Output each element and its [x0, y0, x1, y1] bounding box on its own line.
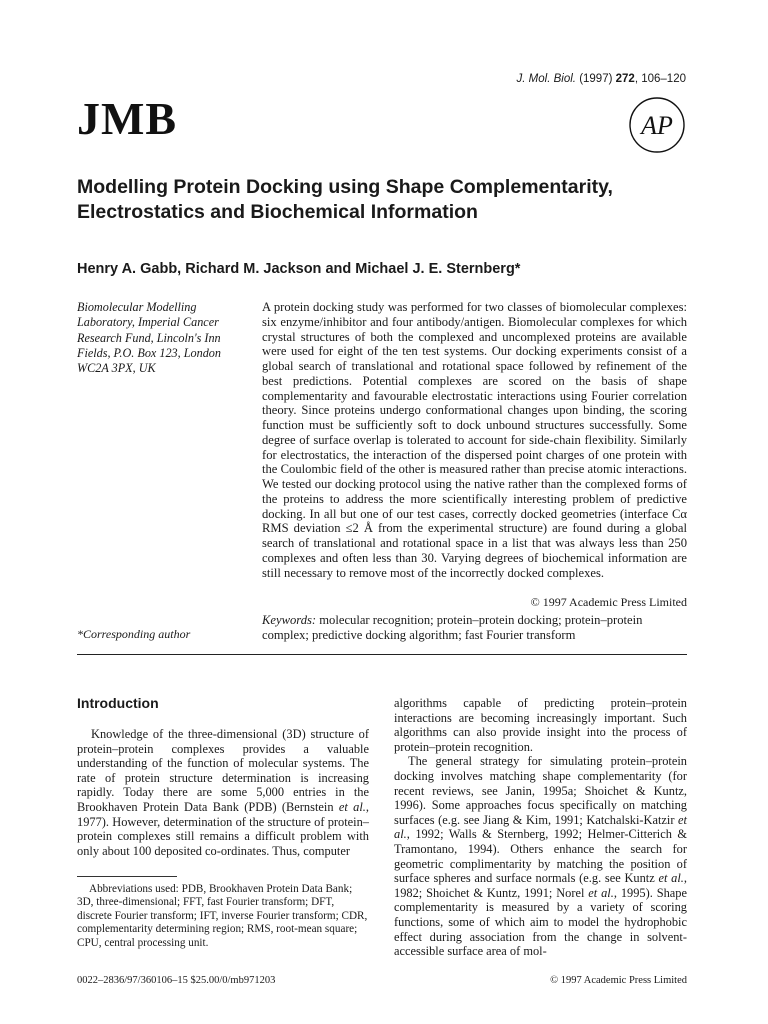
affiliation: Biomolecular Modelling Laboratory, Imperial Cancer Research Fund, Lincoln's Inn Fields, P.O. Box 123, London WC2A 3PX, UK [77, 300, 221, 376]
citation-journal: J. Mol. Biol. [516, 73, 576, 85]
intro-text: , 1977). However, determination of the structure of protein–protein complexes still remains a difficult problem with only about 100 deposited co-ordinates. Thus, computer [77, 799, 369, 858]
keywords-label: Keywords: [262, 613, 317, 627]
corresponding-author-note: *Corresponding author [77, 627, 191, 641]
footnote-divider [77, 876, 177, 877]
intro-paragraph-2 [394, 754, 687, 958]
intro-etal: et al. [394, 812, 687, 842]
intro-text: , 1992; Walls & Sternberg, 1992; Helmer-Citterich & Tramontano, 1994). Others enhance the search for geometric complimentarity by matching the position of surface spheres and surface normals (e.g. see Kuntz [394, 827, 687, 886]
intro-etal: et al. [588, 885, 614, 900]
intro-paragraph-1 [77, 727, 369, 858]
intro-right-column [394, 696, 687, 959]
journal-logo: JMB [77, 93, 178, 144]
citation-year: (1997) [579, 73, 613, 85]
intro-paragraph-cont: algorithms capable of predicting protein–protein interactions are becoming increasingly important. Such algorithms can also provide insight into the process of protein–protein recognition. [394, 696, 687, 754]
citation-volume: 272 [615, 73, 635, 85]
keywords-list: molecular recognition; protein–protein docking; protein–protein complex; predictive docking algorithm; fast Fourier transform [262, 613, 643, 642]
document-code: 0022–2836/97/360106–15 $25.00/0/mb971203 [77, 975, 276, 986]
footer-copyright: © 1997 Academic Press Limited [550, 975, 687, 986]
section-heading-introduction: Introduction [77, 695, 159, 711]
intro-etal: et al. [658, 871, 684, 886]
intro-etal: et al. [338, 799, 366, 814]
intro-text: , 1995). Shape complementarity is measured by a variety of scoring functions, some of which aim to model the hydrophobic effect during association from the change in solvent-accessible surface area of mol- [394, 885, 687, 959]
academic-press-logo-icon [628, 96, 686, 154]
intro-left-column [77, 727, 369, 858]
abstract-text: A protein docking study was performed for two classes of biomolecular complexes: six enzyme/inhibitor and four antibody/antigen. Biomolecular complexes for which crystal structures of both the complexed and uncomplexed proteins are available were used for eight of the ten test systems. Our docking experiments consist of a global search of translational and rotational space followed by refinement of the best predictions. Potential complexes are scored on the basis of shape complementarity and favourable electrostatic interactions using Fourier correlation theory. Since proteins undergo conformational changes upon binding, the scoring function must be sufficiently soft to dock unbound structures successfully. Some degree of surface overlap is tolerated to account for side-chain flexibility. Similarly for electrostatics, the interaction of the dispersed point charges of one protein with the Coulombic field of the other is measured rather than precise atomic interactions. We tested our docking protocol using the native rather than the complexed forms of the proteins to address the more scientifically interesting problem of predictive docking. In all but one of our test cases, correctly docked geometries (interface Cα RMS deviation ≤2 Å from the experimental structure) are found during a global search of translational and rotational space in a list that was always less than 250 complexes and often less than 30. Varying degrees of biochemical information are still necessary to remove most of the incorrectly docked complexes. [262, 300, 687, 580]
divider [77, 654, 687, 655]
intro-text: Knowledge of the three-dimensional (3D) structure of protein–protein complexes provides a valuable understanding of the function of molecular systems. The rate of protein structure determination is increasing rapidly. Today there are some 5,000 entries in the Brookhaven Protein Data Bank (PDB) (Bernstein [77, 727, 369, 814]
journal-citation [517, 73, 686, 85]
footnote-abbreviations: Abbreviations used: PDB, Brookhaven Protein Data Bank; 3D, three-dimensional; FFT, fast Fourier transform; DFT, discrete Fourier transform; IFT, inverse Fourier transform; CDR, complementarity determining region; RMS, root-mean square; CPU, central processing unit. [77, 883, 368, 949]
keywords [262, 613, 687, 643]
publisher-logo-text: AP [641, 111, 673, 140]
intro-text: The general strategy for simulating protein–protein docking involves matching shape complementarity (for recent reviews, see Janin, 1995a; Shoichet & Kuntz, 1996). Some approaches focus specifically on matching surfaces (e.g. see Jiang & Kim, 1991; Katchalski-Katzir [394, 754, 687, 827]
article-authors: Henry A. Gabb, Richard M. Jackson and Michael J. E. Sternberg* [77, 261, 521, 277]
intro-text: , 1982; Shoichet & Kuntz, 1991; Norel [394, 871, 688, 900]
citation-pages: , 106–120 [634, 73, 686, 85]
article-title: Modelling Protein Docking using Shape Complementarity, Electrostatics and Biochemical Information [77, 176, 613, 223]
abstract-copyright: © 1997 Academic Press Limited [530, 595, 687, 609]
